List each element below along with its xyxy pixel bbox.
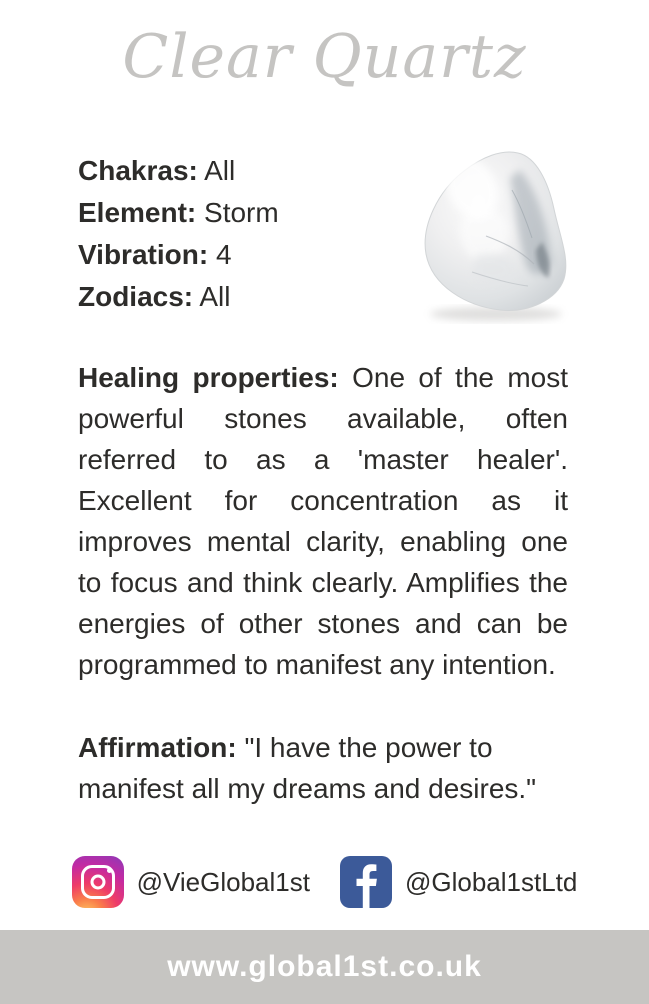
property-row-vibration <box>78 234 279 276</box>
instagram-camera-flash-dot <box>107 868 112 873</box>
properties-list <box>78 150 279 318</box>
footer-bar <box>0 930 649 1004</box>
instagram-handle: @VieGlobal1st <box>136 866 310 897</box>
affirmation-label: Affirmation: <box>78 732 237 763</box>
healing-properties-text: One of the most powerful stones available, often referred to as a 'master healer'. Excellent for concentration as it improves mental clarity, enabling one to focus and think clearly. Amplifies the energies of other stones and can be programmed to manifest any intention. <box>78 362 569 680</box>
property-label: Vibration: <box>78 239 209 270</box>
property-label: Zodiacs: <box>78 281 194 312</box>
property-row-chakras <box>78 150 279 192</box>
instagram-link[interactable] <box>72 856 310 908</box>
property-label: Chakras: <box>78 155 198 186</box>
instagram-camera-lens <box>90 875 105 890</box>
healing-properties-paragraph <box>78 357 568 685</box>
property-row-zodiacs <box>78 276 279 318</box>
affirmation-text: "I have the power to manifest all my dreams and desires." <box>78 732 537 804</box>
stone-illustration <box>416 146 580 326</box>
social-links-row <box>0 856 649 908</box>
clear-quartz-stone-photo <box>416 146 580 326</box>
facebook-handle: @Global1stLtd <box>404 866 578 897</box>
property-label: Element: <box>78 197 197 228</box>
page-title: Clear Quartz <box>122 22 527 92</box>
property-row-element <box>78 192 279 234</box>
instagram-icon <box>72 856 124 908</box>
facebook-icon <box>340 856 392 908</box>
property-value: All <box>204 155 236 186</box>
property-value: Storm <box>204 197 279 228</box>
healing-properties-label: Healing properties: <box>78 362 339 393</box>
website-url[interactable]: www.global1st.co.uk <box>167 950 482 983</box>
affirmation-paragraph <box>78 727 568 809</box>
property-value: 4 <box>215 239 232 270</box>
property-value: All <box>199 281 231 312</box>
facebook-link[interactable] <box>340 856 577 908</box>
